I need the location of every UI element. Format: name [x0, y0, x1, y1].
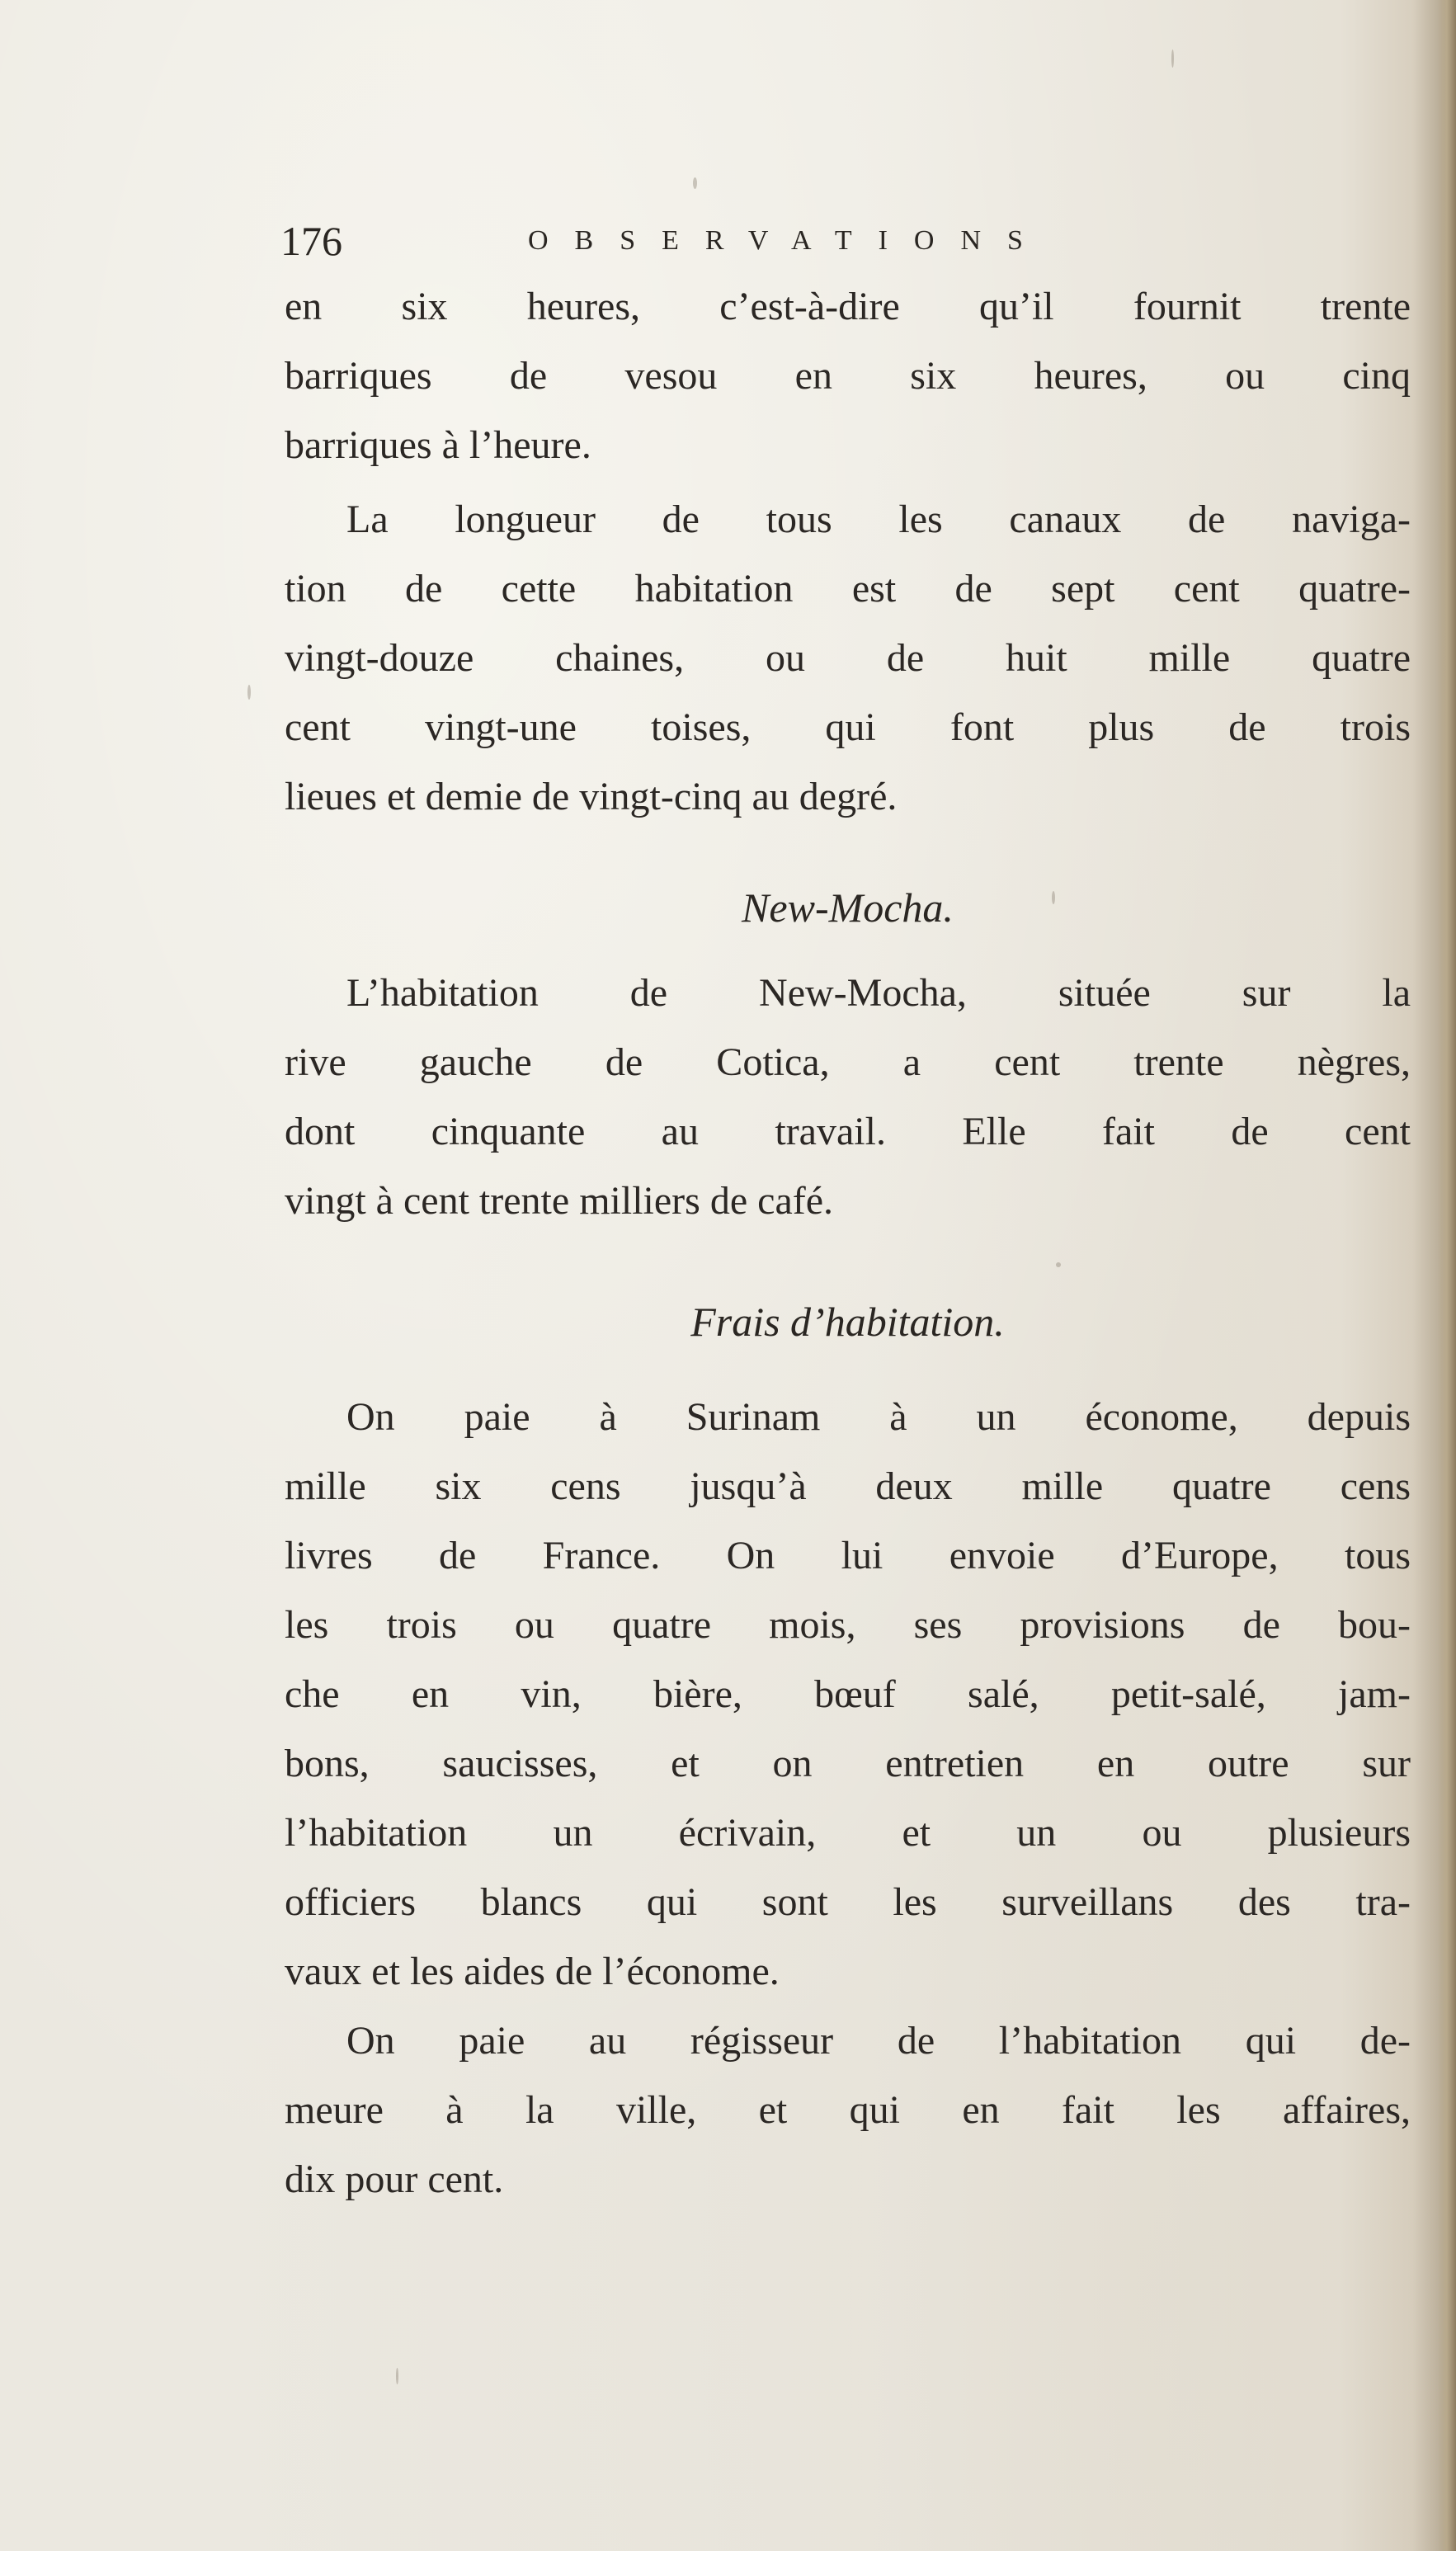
paragraph-canals: [285, 485, 1411, 832]
running-head: OBSERVATIONS: [528, 225, 1049, 256]
paragraph-new-mocha: [285, 959, 1411, 1236]
text-line: en six heures, c’est-à-dire qu’il fournit trente: [285, 285, 1411, 328]
paper-speck: [693, 177, 697, 189]
paragraph-continuation: [285, 272, 1411, 480]
paper-speck: [1171, 50, 1174, 68]
text-line: bons, saucisses, et on entretien en outre sur: [285, 1742, 1411, 1785]
text-line: On paie au régisseur de l’habitation qui de-: [346, 2019, 1411, 2063]
section-heading-new-mocha: New-Mocha.: [742, 884, 954, 931]
text-line: vingt à cent trente milliers de café.: [285, 1179, 834, 1223]
text-line: che en vin, bière, bœuf salé, petit-salé, jam-: [285, 1672, 1411, 1716]
text-line: cent vingt-une toises, qui font plus de trois: [285, 705, 1411, 749]
text-line: meure à la ville, et qui en fait les affaires,: [285, 2088, 1411, 2132]
paragraph-frais: [285, 1383, 1411, 2006]
text-line: l’habitation un écrivain, et un ou plusieurs: [285, 1811, 1411, 1855]
text-line: La longueur de tous les canaux de naviga-: [346, 497, 1411, 541]
section-heading-frais: Frais d’habitation.: [690, 1299, 1005, 1345]
text-line: L’habitation de New-Mocha, située sur la: [346, 971, 1411, 1015]
paper-speck: [1056, 1262, 1061, 1267]
text-line: On paie à Surinam à un économe, depuis: [346, 1395, 1411, 1439]
text-line: livres de France. On lui envoie d’Europe, tous: [285, 1534, 1411, 1577]
text-line: officiers blancs qui sont les surveillans des tra-: [285, 1880, 1411, 1924]
page-header: [280, 208, 1188, 274]
text-line: rive gauche de Cotica, a cent trente nègres,: [285, 1040, 1411, 1084]
text-line: vingt-douze chaines, ou de huit mille quatre: [285, 636, 1411, 680]
text-line: mille six cens jusqu’à deux mille quatre cens: [285, 1464, 1411, 1508]
text-line: barriques à l’heure.: [285, 423, 591, 467]
page-edge-shadow: [1438, 0, 1456, 2551]
paragraph-regisseur: [285, 2006, 1411, 2214]
text-line: vaux et les aides de l’économe.: [285, 1950, 780, 1993]
text-line: dont cinquante au travail. Elle fait de cent: [285, 1110, 1411, 1153]
text-line: dix pour cent.: [285, 2157, 504, 2201]
text-line: barriques de vesou en six heures, ou cinq: [285, 354, 1411, 398]
page-number: 176: [280, 218, 342, 264]
paper-speck: [396, 2368, 398, 2384]
text-line: tion de cette habitation est de sept cent quatre-: [285, 567, 1411, 611]
text-line: lieues et demie de vingt-cinq au degré.: [285, 775, 898, 818]
paper-speck: [247, 685, 251, 700]
text-line: les trois ou quatre mois, ses provisions de bou-: [285, 1603, 1411, 1647]
